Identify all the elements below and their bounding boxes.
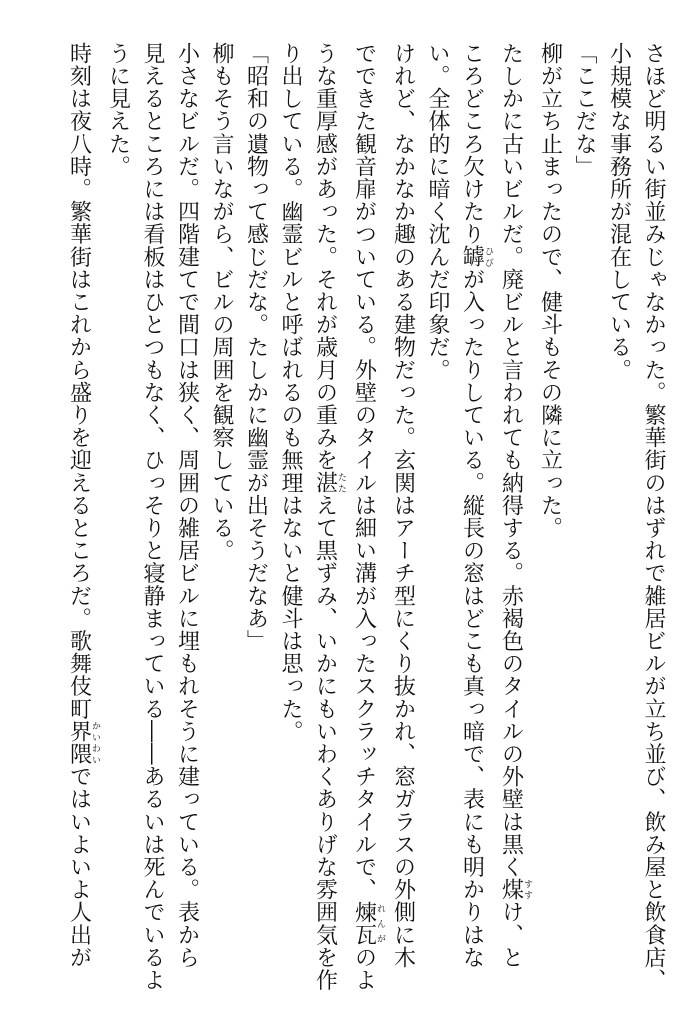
text-line-10: うな重厚感があった。それが歳月の重みを湛たたえて黒ずみ、いかにもいわくありげな雰囲気を作	[312, 42, 346, 992]
text-line-11: り出している。幽霊ビルと呼ばれるのも無理はないと健斗は思った。	[278, 42, 303, 743]
text-line-2: 小規模な事務所が混在している。	[606, 42, 632, 381]
text-line-14: 小さなビルだ。四階建てで間口は狭く、周囲の雑居ビルに埋もれそうに建っている。表から	[174, 42, 200, 969]
ruby-annotation: 罅ひび	[459, 245, 493, 269]
text-line-1: さほど明るい街並みじゃなかった。繁華街のはずれで雑居ビルが立ち並び、飲み屋と飲食店、	[641, 42, 666, 992]
text-line-13: 柳もそう言いながら、ビルの周囲を観察している。	[209, 42, 234, 562]
ruby-annotation: 湛たた	[312, 471, 346, 495]
text-line-5: たしかに古いビルだ。廃ビルと言われても納得する。赤褐色のタイルの外壁は黒く煤すすけ、と	[498, 42, 532, 969]
ruby-annotation: 煤すす	[498, 878, 532, 901]
text-line-4: 柳が立ち止まったので、健斗もその隣に立った。	[537, 42, 563, 540]
text-line-12: 「昭和の遺物って感じだな。たしかに幽霊が出そうだなあ」	[243, 42, 269, 653]
ruby-annotation: 煉瓦れんが	[351, 900, 385, 947]
ruby-annotation: 界隈かいわい	[66, 720, 100, 766]
text-line-17: 時刻は夜八時。繁華街はこれから盛りを迎えるところだ。歌舞伎町界隈かいわいではいよいよ人出が	[66, 42, 100, 969]
text-line-8: けれど、なかなか趣のある建物だった。玄関はアーチ型にくり抜かれ、窓ガラスの外側に木	[390, 42, 416, 969]
text-line-15: 見えるところには看板はひとつもなく、ひっそりと寝静まっている――あるいは死んでいるよ	[140, 42, 165, 992]
text-line-16: うに見えた。	[105, 42, 131, 178]
text-line-3: 「ここだな」	[572, 42, 597, 178]
vertical-text-body	[20, 42, 670, 992]
text-line-7: い。全体的に暗く沈んだ印象だ。	[425, 42, 450, 381]
text-line-9: でできた観音扉がついている。外壁のタイルは細い溝が入ったスクラッチタイルで、煉瓦れんがのよ	[351, 42, 385, 992]
text-line-6: ころどころ欠けたり罅ひびが入ったりしている。縦長の窓はどこも真っ暗で、表にも明かりはな	[459, 42, 493, 969]
